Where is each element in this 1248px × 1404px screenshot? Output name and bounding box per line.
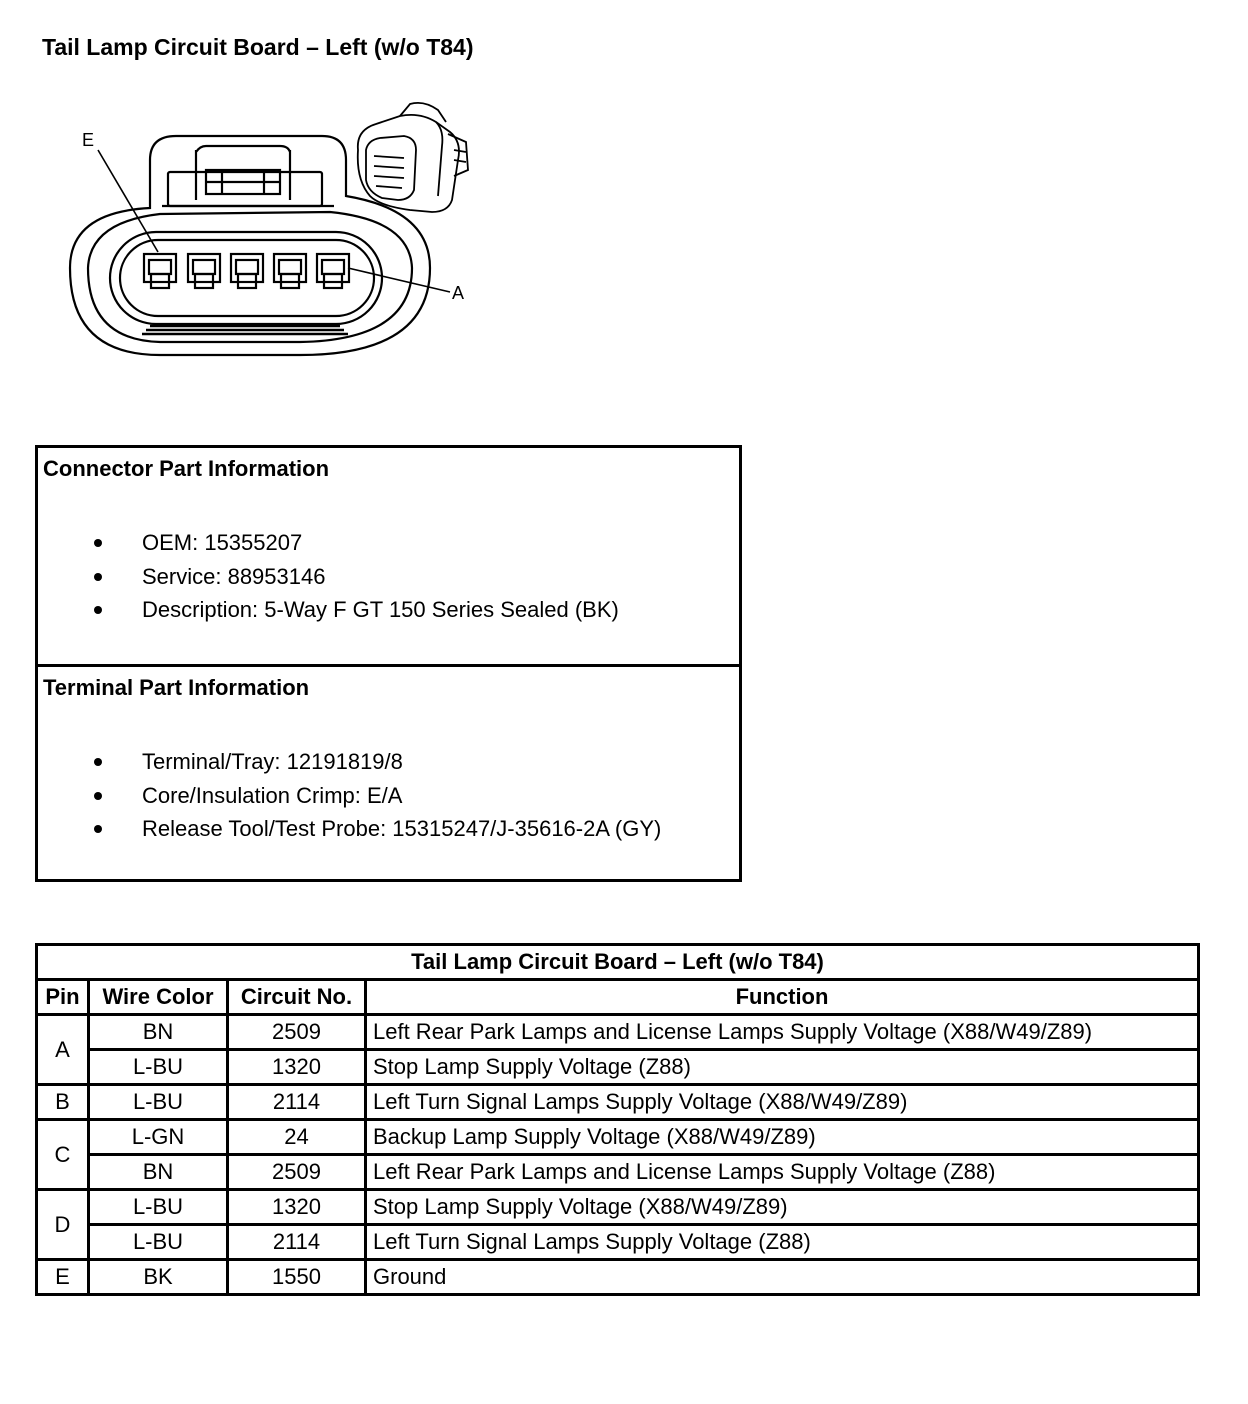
pin-cell: D (37, 1190, 89, 1260)
table-row (37, 1155, 1199, 1190)
table-caption-row (37, 945, 1199, 980)
pin-d (188, 254, 220, 288)
table-row (37, 1260, 1199, 1295)
wire-color-cell: L-BU (89, 1225, 228, 1260)
terminal-part-information (38, 667, 739, 879)
wire-color-cell: BN (89, 1155, 228, 1190)
table-header-row (37, 980, 1199, 1015)
list-item: Service: 88953146 (38, 560, 619, 594)
part-information-box (35, 445, 742, 882)
table-row (37, 1225, 1199, 1260)
list-item: Terminal/Tray: 12191819/8 (38, 745, 661, 779)
pin-cell: B (37, 1085, 89, 1120)
page-title: Tail Lamp Circuit Board – Left (w/o T84) (42, 34, 474, 60)
circuit-cell: 2114 (228, 1085, 366, 1120)
function-cell: Left Turn Signal Lamps Supply Voltage (Z88) (366, 1225, 1199, 1260)
table-row (37, 1015, 1199, 1050)
list-item: OEM: 15355207 (38, 526, 619, 560)
function-cell: Stop Lamp Supply Voltage (X88/W49/Z89) (366, 1190, 1199, 1225)
wire-color-cell: BN (89, 1015, 228, 1050)
label-e: E (82, 130, 95, 150)
circuit-cell: 1320 (228, 1190, 366, 1225)
connector-part-information (38, 448, 739, 667)
connector-info-list (38, 526, 619, 627)
table-row (37, 1085, 1199, 1120)
pinout-table (35, 943, 1200, 1296)
pin-c (231, 254, 263, 288)
terminal-info-heading: Terminal Part Information (43, 675, 310, 700)
function-cell: Left Rear Park Lamps and License Lamps Supply Voltage (X88/W49/Z89) (366, 1015, 1199, 1050)
wire-color-cell: L-BU (89, 1050, 228, 1085)
function-cell: Stop Lamp Supply Voltage (Z88) (366, 1050, 1199, 1085)
circuit-cell: 1550 (228, 1260, 366, 1295)
pin-cell: E (37, 1260, 89, 1295)
pin-e (144, 254, 176, 288)
pin-a (317, 254, 349, 288)
connector-info-heading: Connector Part Information (43, 456, 330, 481)
header-pin: Pin (37, 980, 89, 1015)
circuit-cell: 24 (228, 1120, 366, 1155)
wire-color-cell: L-BU (89, 1085, 228, 1120)
function-cell: Ground (366, 1260, 1199, 1295)
list-item: Core/Insulation Crimp: E/A (38, 779, 661, 813)
header-wire-color: Wire Color (89, 980, 228, 1015)
header-function: Function (366, 980, 1199, 1015)
header-circuit-no: Circuit No. (228, 980, 366, 1015)
pin-b (274, 254, 306, 288)
connector-perspective-thumbnail (358, 103, 468, 212)
circuit-cell: 1320 (228, 1050, 366, 1085)
circuit-cell: 2509 (228, 1015, 366, 1050)
wire-color-cell: L-BU (89, 1190, 228, 1225)
function-cell: Backup Lamp Supply Voltage (X88/W49/Z89) (366, 1120, 1199, 1155)
leader-line-a (348, 268, 450, 292)
table-row (37, 1190, 1199, 1225)
label-a: A (452, 283, 465, 303)
circuit-cell: 2509 (228, 1155, 366, 1190)
function-cell: Left Turn Signal Lamps Supply Voltage (X88/W49/Z89) (366, 1085, 1199, 1120)
table-row (37, 1050, 1199, 1085)
terminal-info-list (38, 745, 661, 846)
circuit-cell: 2114 (228, 1225, 366, 1260)
function-cell: Left Rear Park Lamps and License Lamps Supply Voltage (Z88) (366, 1155, 1199, 1190)
wire-color-cell: BK (89, 1260, 228, 1295)
table-caption: Tail Lamp Circuit Board – Left (w/o T84) (37, 945, 1199, 980)
connector-diagram (0, 0, 520, 380)
table-row (37, 1120, 1199, 1155)
list-item: Release Tool/Test Probe: 15315247/J-35616-2A (GY) (38, 812, 661, 846)
pin-cell: A (37, 1015, 89, 1085)
latch (168, 172, 322, 206)
pin-cell: C (37, 1120, 89, 1190)
list-item: Description: 5-Way F GT 150 Series Sealed (BK) (38, 593, 619, 627)
wire-color-cell: L-GN (89, 1120, 228, 1155)
